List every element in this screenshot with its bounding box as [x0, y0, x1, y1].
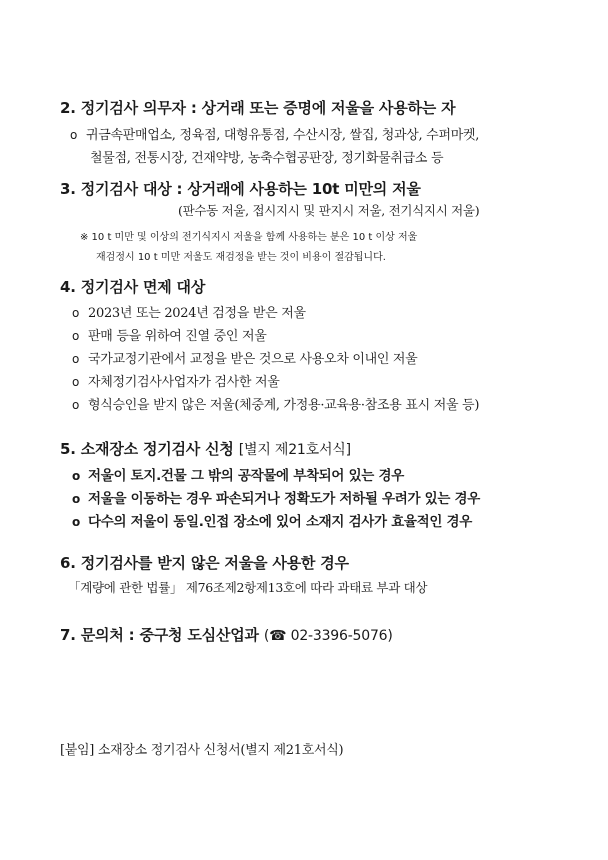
list-item [72, 348, 417, 367]
list-item [72, 371, 280, 390]
bullet-icon: o [72, 492, 80, 506]
list-item [72, 325, 267, 344]
section-3-note-2: 재검정시 10 t 미만 저울도 재검정을 받는 것이 비용이 절감됩니다. [96, 252, 386, 263]
list-item [72, 302, 306, 321]
bullet-icon: o [72, 329, 80, 343]
list-item-text: 자체정기검사사업자가 검사한 저울 [88, 375, 280, 390]
list-item-text: 다수의 저울이 동일.인접 장소에 있어 소재지 검사가 효율적인 경우 [88, 514, 473, 530]
list-item [72, 394, 479, 413]
bullet-icon: o [72, 515, 80, 529]
section-6-line: 「계량에 관한 법률」 제76조제2항제13호에 따라 과태료 부과 대상 [68, 580, 428, 595]
list-item [72, 510, 472, 530]
section-2-text-1: 귀금속판매업소, 정육점, 대형유통점, 수산시장, 쌀집, 청과상, 수퍼마켓, [86, 128, 480, 143]
section-4-title: 4. 정기검사 면제 대상 [60, 278, 206, 296]
section-2-title: 2. 정기검사 의무자 : 상거래 또는 증명에 저울을 사용하는 자 [60, 99, 456, 117]
list-item-text: 저울이 토지.건물 그 밖의 공작물에 부착되어 있는 경우 [88, 468, 404, 484]
section-3-subtitle: (판수동 저울, 접시지시 및 판지시 저울, 전기식지시 저울) [178, 203, 480, 218]
section-7-title-text: 7. 문의처 : 중구청 도심산업과 [60, 626, 259, 644]
section-6-title: 6. 정기검사를 받지 않은 저울을 사용한 경우 [60, 554, 349, 572]
section-7-title [60, 624, 393, 645]
list-item-text: 2023년 또는 2024년 검정을 받은 저울 [88, 306, 306, 321]
list-item [72, 487, 480, 507]
section-2-line-1 [70, 124, 479, 143]
section-3-note-1: ※ 10 t 미만 및 이상의 전기식지시 저울을 함께 사용하는 분은 10 t 이상 저울 [80, 232, 418, 243]
list-item [72, 464, 404, 484]
bullet-icon: o [72, 306, 80, 320]
bullet-icon: o [72, 352, 80, 366]
bullet-icon: o [72, 375, 80, 389]
contact-phone: (☎ 02-3396-5076) [263, 628, 393, 644]
list-item-text: 판매 등을 위하여 진열 중인 저울 [88, 329, 267, 344]
attachment-line: [붙임] 소재장소 정기검사 신청서(별지 제21호서식) [60, 743, 344, 758]
section-5-title-text: 5. 소재장소 정기검사 신청 [60, 440, 234, 458]
bullet-icon: o [72, 398, 80, 412]
section-3-title: 3. 정기검사 대상 : 상거래에 사용하는 10t 미만의 저울 [60, 180, 421, 198]
bullet-icon: o [70, 128, 78, 142]
list-item-text: 저울을 이동하는 경우 파손되거나 정확도가 저하될 우려가 있는 경우 [88, 491, 480, 507]
list-item-text: 형식승인을 받지 않은 저울(체중계, 가정용·교육용·참조용 표시 저울 등) [88, 398, 480, 413]
section-2-line-2: 철물점, 전통시장, 건재약방, 농축수협공판장, 정기화물취급소 등 [90, 151, 444, 166]
list-item-text: 국가교정기관에서 교정을 받은 것으로 사용오차 이내인 저울 [88, 352, 418, 367]
section-5-title-suffix: [별지 제21호서식] [238, 442, 351, 458]
section-5-title [60, 438, 351, 459]
bullet-icon: o [72, 469, 80, 483]
